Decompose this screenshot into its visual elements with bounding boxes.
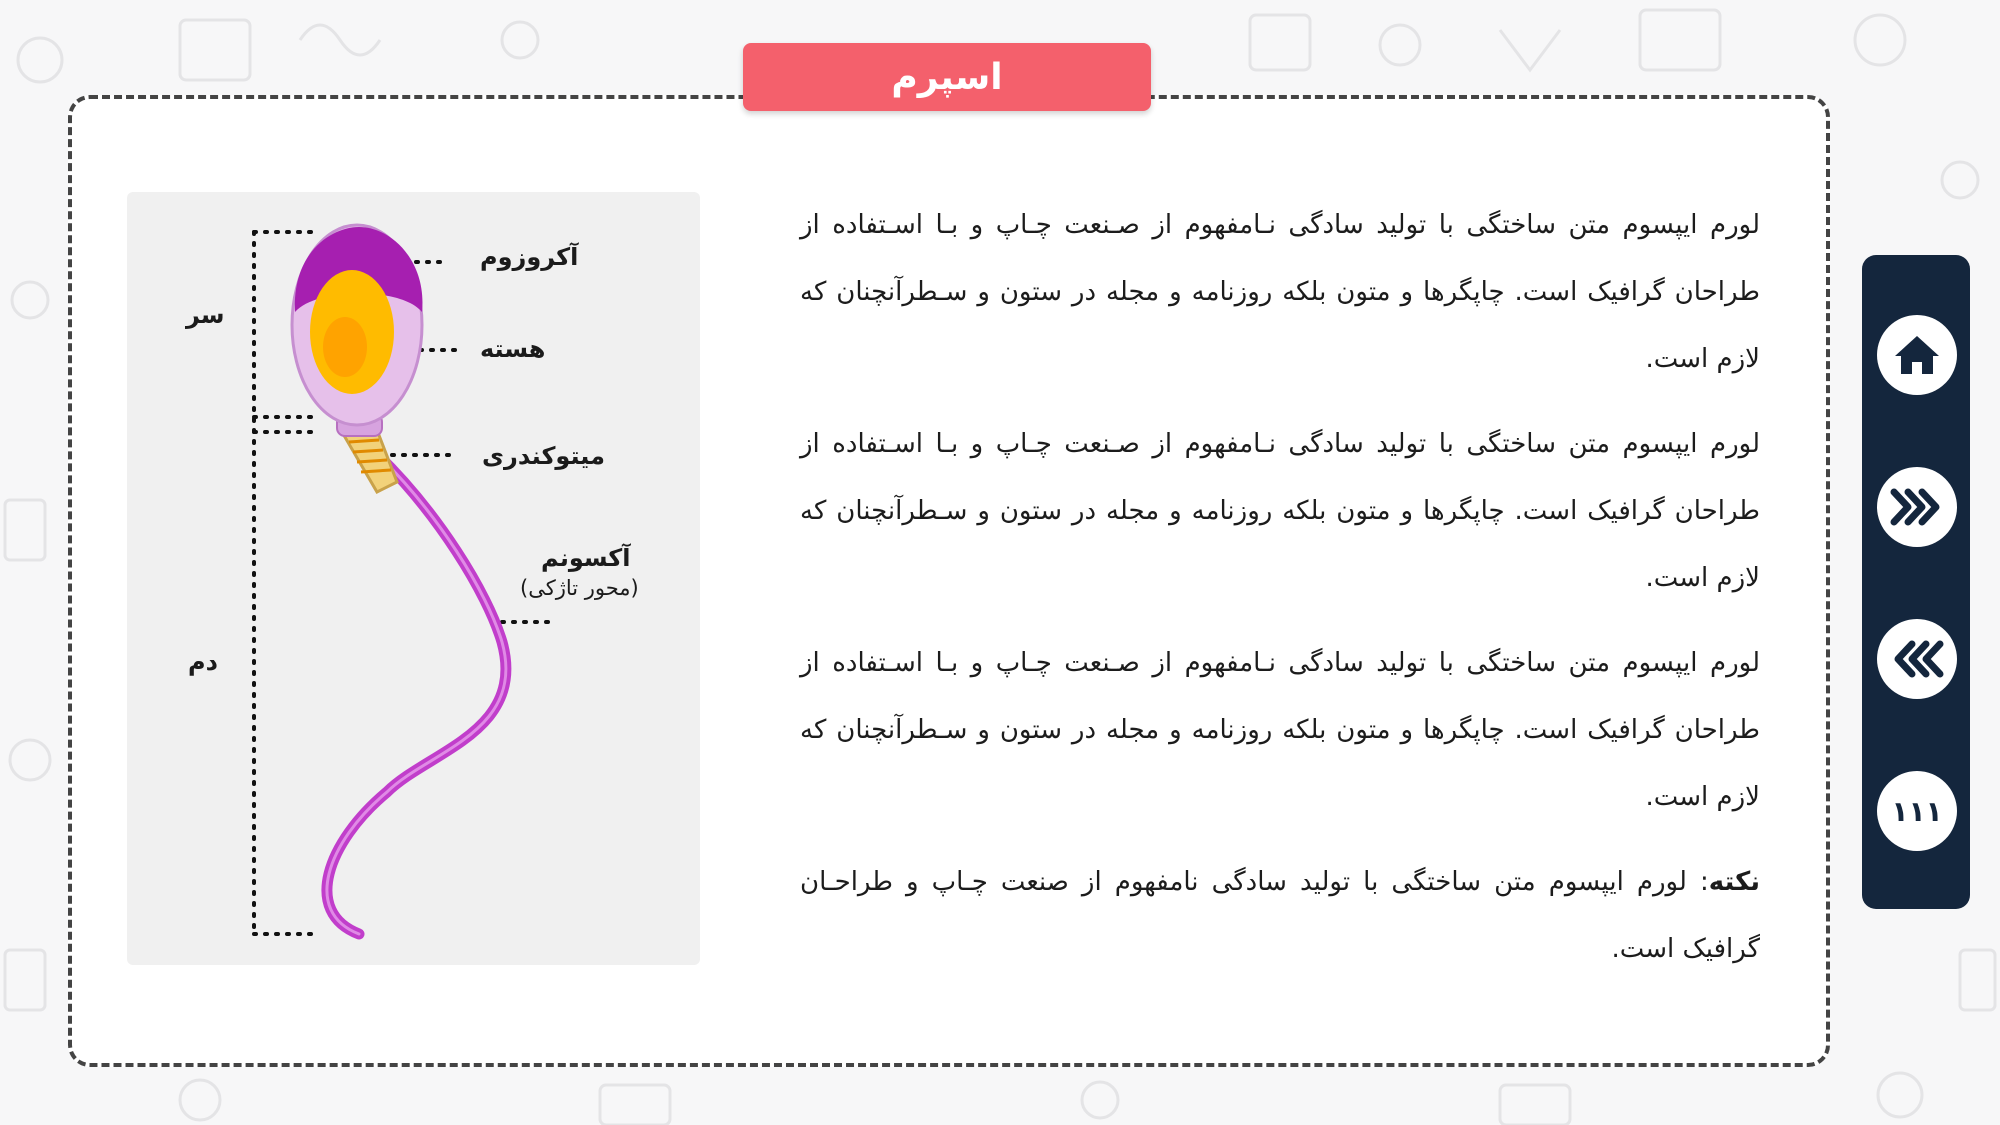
nav-panel xyxy=(1862,255,1970,909)
page-title: اسپرم xyxy=(743,43,1151,111)
paragraph: لورم ایپسوم متن ساختگی با تولید سادگی نـامفهوم از صـنعت چـاپ و بـا اسـتفاده از طراحان گرافیک است. چاپگرها و متون بلکه روزنامه و مجله در ستون و سـطرآنچنان که لازم است. xyxy=(800,648,1760,812)
page-number: ۱۱۱ xyxy=(1891,794,1943,828)
label-nucleus: هسته xyxy=(480,335,546,363)
label-head: سر xyxy=(186,301,225,329)
label-axoneme-sub: (محور تاژکی) xyxy=(520,576,639,600)
chevrons-left-icon xyxy=(1890,639,1944,679)
note-text: : لورم ایپسوم متن ساختگی با تولید سادگی نامفهوم از صنعت چـاپ و طراحـان گرافیک است. xyxy=(800,867,1760,964)
note-label: نکته xyxy=(1708,867,1760,897)
nucleus-inner xyxy=(323,317,367,377)
note-paragraph xyxy=(800,849,1760,983)
next-button[interactable] xyxy=(1877,467,1957,547)
label-tail: دم xyxy=(188,648,218,676)
paragraph: لورم ایپسوم متن ساختگی با تولید سادگی نـامفهوم از صـنعت چـاپ و بـا اسـتفاده از طراحان گرافیک است. چاپگرها و متون بلکه روزنامه و مجله در ستون و سـطرآنچنان که لازم است. xyxy=(800,429,1760,593)
home-icon xyxy=(1892,330,1942,380)
prev-button[interactable] xyxy=(1877,619,1957,699)
chevrons-right-icon xyxy=(1890,487,1944,527)
home-button[interactable] xyxy=(1877,315,1957,395)
tail-flagellum-highlight xyxy=(327,454,506,934)
paragraph: لورم ایپسوم متن ساختگی با تولید سادگی نـامفهوم از صـنعت چـاپ و بـا اسـتفاده از طراحان گرافیک است. چاپگرها و متون بلکه روزنامه و مجله در ستون و سـطرآنچنان که لازم است. xyxy=(800,210,1760,374)
label-acrosome: آکروزوم xyxy=(480,243,579,271)
page-number-badge xyxy=(1877,771,1957,851)
tail-flagellum xyxy=(327,454,506,934)
text-content xyxy=(800,192,1760,1001)
label-axoneme: آکسونم xyxy=(541,544,631,572)
label-mitochondria: میتوکندری xyxy=(482,442,605,470)
